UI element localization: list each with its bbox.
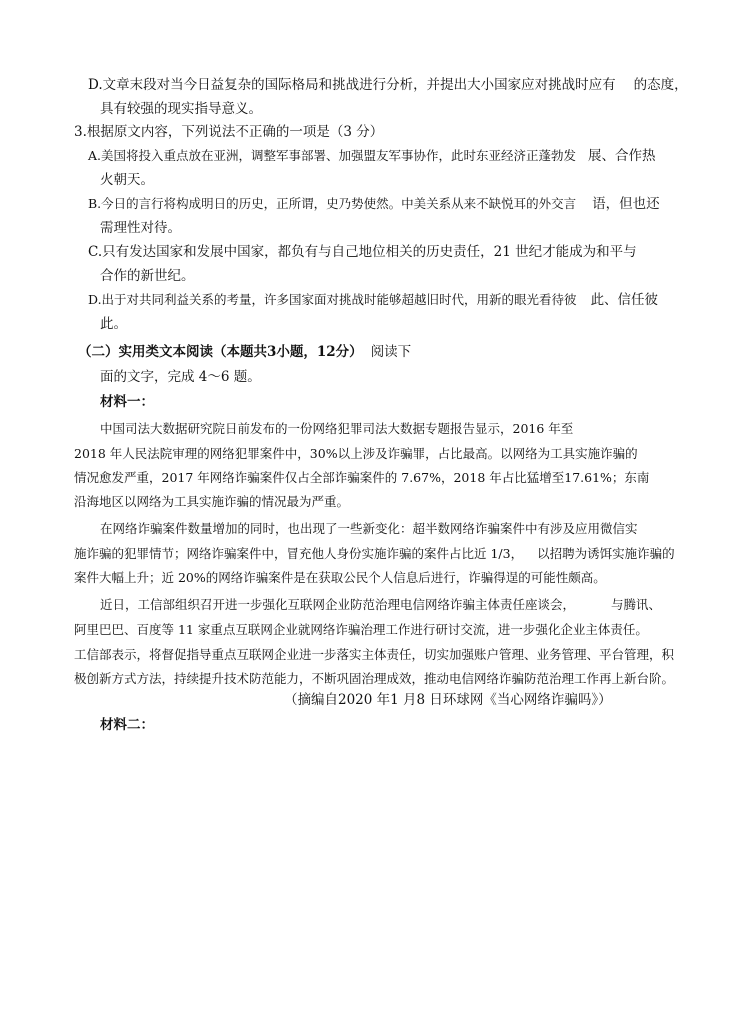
paragraph-line [74, 545, 675, 563]
option-b-line [88, 195, 660, 213]
option-a-line [88, 147, 656, 165]
text-span: 与腾讯、 [611, 597, 662, 612]
text-span: 此、信任彼 [590, 292, 659, 308]
text-span: B.今日的言行将构成明日的历史，正所谓，史乃势使然。中美关系从来不缺悦耳的外交言 [88, 196, 577, 211]
paragraph-line: 在网络诈骗案件数量增加的同时，也出现了一些新变化：超半数网络诈骗案件中有涉及应用微信实 [100, 521, 638, 536]
paragraph-line: 极创新方式方法，持续提升技术防范能力，不断巩固治理成效，推动电信网络诈骗防范治理工作再上新台阶。 [74, 671, 675, 686]
text-span: 近日，工信部组织召开进一步强化互联网企业防范治理电信网络诈骗主体责任座谈会， [100, 597, 576, 612]
text-span: 语，但也还 [592, 196, 660, 212]
option-d-line [88, 291, 658, 309]
text-span: 的态度， [633, 77, 688, 93]
option-c-line: 合作的新世纪。 [100, 268, 195, 284]
source-citation: （摘编自2020 年1 月8 日环球网《当心网络诈骗吗》） [284, 692, 612, 708]
paragraph-line: 中国司法大数据研究院日前发布的一份网络犯罪司法大数据专题报告显示，2016 年至 [100, 421, 574, 436]
text-span: 阅读下 [370, 344, 412, 360]
text-line [88, 76, 688, 94]
question-stem: 3.根据原文内容，下列说法不正确的一项是（3 分） [74, 124, 384, 140]
material-1-label: 材料一： [100, 394, 154, 410]
text-span: D.文章末段对当今日益复杂的国际格局和挑战进行分析，并提出大小国家应对挑战时应有 [88, 77, 616, 93]
paragraph-line: 案件大幅上升；近 20%的网络诈骗案件是在获取公民个人信息后进行，诈骗得逞的可能性颇高。 [74, 570, 606, 585]
paragraph-line [100, 596, 661, 614]
section-heading [78, 343, 411, 361]
paragraph-line: 工信部表示，将督促指导重点互联网企业进一步落实主体责任，切实加强账户管理、业务管理、平台管理，积 [74, 647, 675, 662]
text-span: 施诈骗的犯罪情节；网络诈骗案件中，冒充他人身份实施诈骗的案件占比近 1/3， [74, 546, 524, 561]
section-title: （二）实用类文本阅读（本题共3小题，12分） [78, 344, 363, 360]
paragraph-line: 阿里巴巴、百度等 11 家重点互联网企业就网络诈骗治理工作进行研讨交流，进一步强化企业主体责任。 [74, 622, 648, 637]
paragraph-line: 2018 年人民法院审理的网络犯罪案件中，30%以上涉及诈骗罪，占比最高。以网络为工具实施诈骗的 [74, 446, 638, 461]
option-a-line: 火朝天。 [100, 172, 154, 188]
paragraph-line: 沿海地区以网络为工具实施诈骗的情况最为严重。 [74, 494, 350, 509]
text-span: 展、合作热 [588, 148, 656, 164]
option-d-line: 此。 [100, 316, 127, 332]
text-span: A.美国将投入重点放在亚洲，调整军事部署、加强盟友军事协作，此时东亚经济正蓬勃发 [88, 148, 577, 163]
paragraph-line: 情况愈发严重，2017 年网络诈骗案件仅占全部诈骗案件的 7.67%，2018 年占比猛增至17.61%；东南 [74, 470, 650, 485]
text-span: 以招聘为诱饵实施诈骗的 [537, 546, 675, 561]
text-line: 具有较强的现实指导意义。 [100, 101, 262, 117]
material-2-label: 材料二： [100, 717, 154, 733]
section-intro: 面的文字，完成 4～6 题。 [100, 369, 261, 385]
option-b-line: 需理性对待。 [100, 220, 181, 236]
text-span: D.出于对共同利益关系的考量，许多国家面对挑战时能够超越旧时代，用新的眼光看待彼 [88, 292, 577, 307]
option-c-line: C.只有发达国家和发展中国家，都负有与自己地位相关的历史责任，21 世纪才能成为和平与 [88, 244, 637, 260]
